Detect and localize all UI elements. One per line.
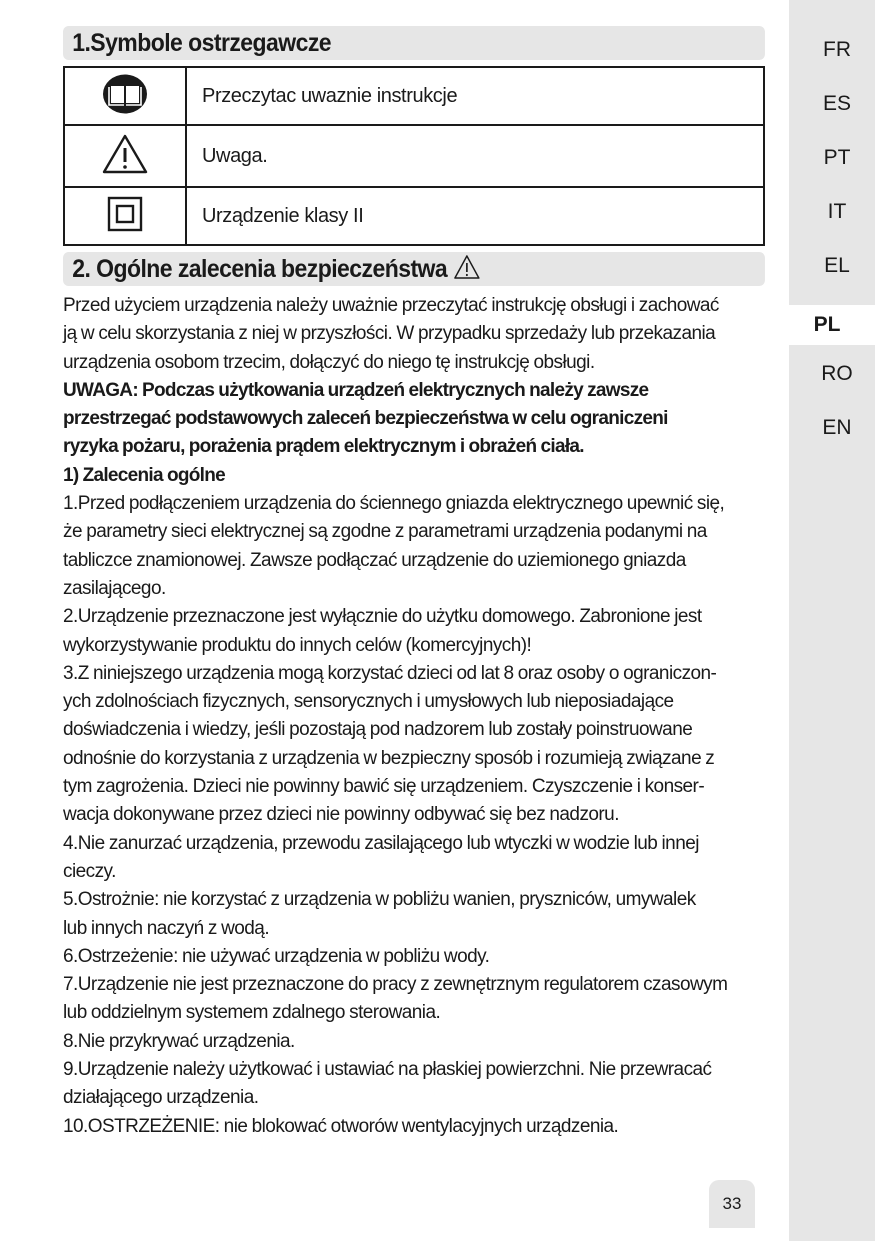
list-item-line: doświadczenia i wiedzy, jeśli pozostają pod nadzorem lub zostały poinstruowane <box>63 719 693 741</box>
list-item-line: 5.Ostrożnie: nie korzystać z urządzenia w pobliżu wanien, pryszniców, umywalek <box>63 889 696 911</box>
list-item-line: wacja dokonywane przez dzieci nie powinny odbywać się bez nadzoru. <box>63 804 619 826</box>
list-item-line: działającego urządzenia. <box>63 1087 259 1109</box>
warning-line: UWAGA: Podczas użytkowania urządzeń elektrycznych należy zawsze <box>63 379 649 401</box>
list-item-line: 1.Przed podłączeniem urządzenia do ściennego gniazda elektrycznego upewnić się, <box>63 493 725 515</box>
language-tab-en[interactable]: EN <box>822 416 852 439</box>
language-tab-fr[interactable]: FR <box>823 38 851 61</box>
language-tab-el[interactable]: EL <box>824 254 850 277</box>
page-number: 33 <box>709 1180 755 1228</box>
symbol-row <box>64 125 764 187</box>
list-item-line: 8.Nie przykrywać urządzenia. <box>63 1030 295 1052</box>
list-item-line: lub oddzielnym systemem zdalnego sterowania. <box>63 1002 441 1024</box>
list-item-line: tabliczce znamionowej. Zawsze podłączać urządzenie do uziemionego gniazda <box>63 549 686 571</box>
text-line: ją w celu skorzystania z niej w przyszłości. W przypadku sprzedaży lub przekazania <box>63 323 716 345</box>
language-tab-ro[interactable]: RO <box>821 362 853 385</box>
language-tab-pl[interactable]: PL <box>779 305 875 345</box>
list-item-line: 4.Nie zanurzać urządzenia, przewodu zasilającego lub wtyczki w wodzie lub innej <box>63 832 699 854</box>
list-item-line: 10.OSTRZEŻENIE: nie blokować otworów wentylacyjnych urządzenia. <box>63 1115 619 1137</box>
list-item-line: wykorzystywanie produktu do innych celów (komercyjnych)! <box>63 634 532 656</box>
safety-text <box>63 292 765 1141</box>
symbol-row <box>64 187 764 245</box>
list-item-line: że parametry sieci elektrycznej są zgodne z parametrami urządzenia podanymi na <box>63 521 707 543</box>
list-item-line: cieczy. <box>63 860 116 882</box>
symbol-label: Przeczytac uwaznie instrukcje <box>186 67 764 125</box>
list-item-line: odnośnie do korzystania z urządzenia w bezpieczny sposób i rozumieją związane z <box>63 747 715 769</box>
text-line: urządzenia osobom trzecim, dołączyć do niego tę instrukcję obsługi. <box>63 351 595 373</box>
list-item-line: zasilającego. <box>63 577 166 599</box>
symbol-row <box>64 67 764 125</box>
list-item-line: 6.Ostrzeżenie: nie używać urządzenia w pobliżu wody. <box>63 945 490 967</box>
language-tab-pt[interactable]: PT <box>823 146 851 169</box>
section-2-title: 2. Ogólne zalecenia bezpieczeństwa <box>63 252 765 286</box>
language-sidebar <box>789 0 875 1241</box>
language-tab-es[interactable]: ES <box>822 92 851 115</box>
warning-triangle-icon <box>101 133 149 175</box>
book-icon <box>102 74 148 114</box>
symbols-table <box>63 66 765 246</box>
warning-paragraph <box>63 377 765 462</box>
section-1-title: 1.Symbole ostrzegawcze <box>63 26 765 60</box>
symbol-label: Urządzenie klasy II <box>186 187 764 245</box>
list-item-line: tym zagrożenia. Dzieci nie powinny bawić się urządzeniem. Czyszczenie i konser- <box>63 776 705 798</box>
list-item-line: 7.Urządzenie nie jest przeznaczone do pracy z zewnętrznym regulatorem czasowym <box>63 974 728 996</box>
list-item-line: 3.Z niniejszego urządzenia mogą korzystać dzieci od lat 8 oraz osoby o ograniczon- <box>63 662 717 684</box>
list-item-line: 2.Urządzenie przeznaczone jest wyłącznie do użytku domowego. Zabronione jest <box>63 606 702 628</box>
language-tab-it[interactable]: IT <box>827 200 847 223</box>
class-ii-icon <box>107 196 143 232</box>
warning-line: ryzyka pożaru, porażenia prądem elektrycznym i obrażeń ciała. <box>63 436 584 458</box>
warning-line: przestrzegać podstawowych zaleceń bezpieczeństwa w celu ograniczeni <box>63 408 668 430</box>
subheading: 1) Zalecenia ogólne <box>63 464 226 486</box>
list-item-line: lub innych naczyń z wodą. <box>63 917 270 939</box>
document-content <box>63 26 765 1141</box>
symbol-label: Uwaga. <box>186 125 764 187</box>
recommendations-list <box>63 490 765 1141</box>
list-item-line: ych zdolnościach fizycznych, sensorycznych i umysłowych lub nieposiadające <box>63 691 674 713</box>
list-item-line: 9.Urządzenie należy użytkować i ustawiać na płaskiej powierzchni. Nie przewracać <box>63 1059 712 1081</box>
warning-triangle-icon <box>453 254 481 280</box>
intro-paragraph <box>63 292 765 377</box>
text-line: Przed użyciem urządzenia należy uważnie przeczytać instrukcję obsługi i zachować <box>63 295 719 316</box>
